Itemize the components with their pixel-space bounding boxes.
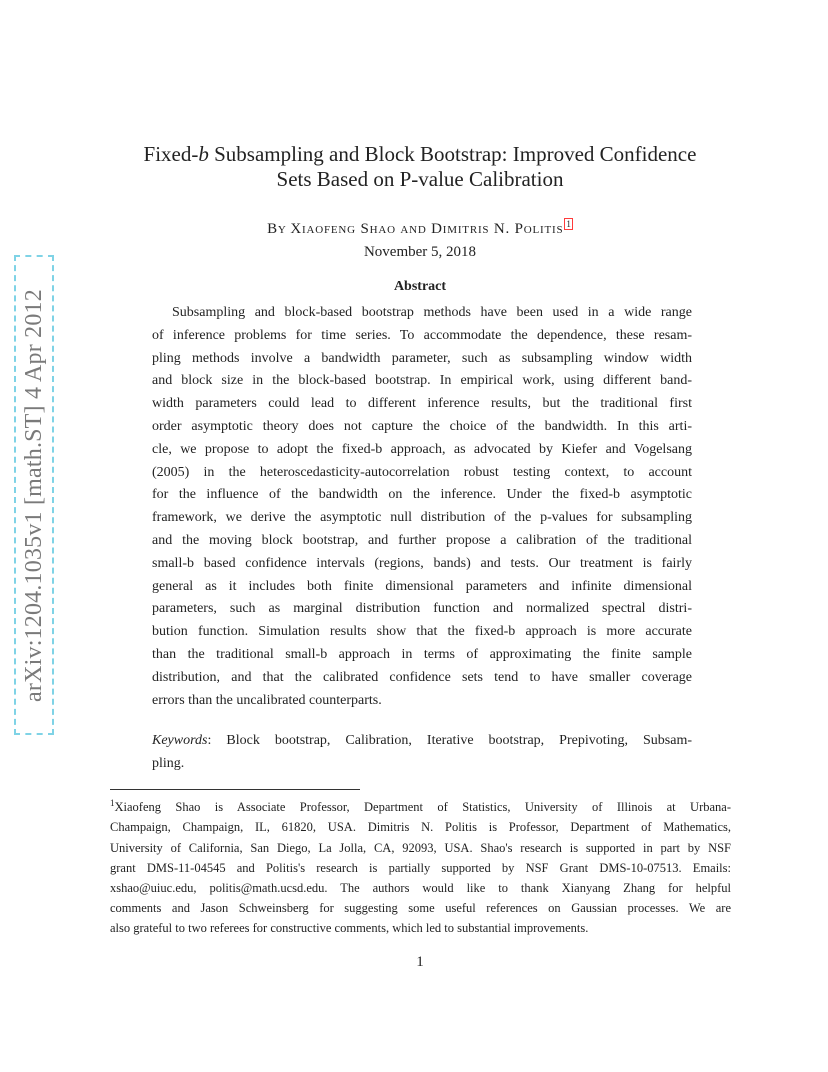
abstract-line: parameters, such as marginal distribution function and normalized spectral distri- bbox=[152, 601, 692, 617]
abstract-line: pling methods involve a bandwidth parameter, such as subsampling window width bbox=[152, 350, 692, 366]
abstract-line: framework, we derive the asymptotic null distribution of the p-values for subsampling bbox=[152, 510, 692, 526]
abstract-line: (2005) in the heteroscedasticity-autocorrelation robust testing context, to account bbox=[152, 464, 692, 480]
abstract-heading: Abstract bbox=[393, 279, 447, 294]
footnote-line: Champaign, Champaign, IL, 61820, USA. Dimitris N. Politis is Professor, Department of Mathematics, bbox=[110, 820, 731, 835]
abstract-line: for the influence of the bandwidth on the inference. Under the fixed-b asymptotic bbox=[152, 487, 692, 503]
keywords-line-1 bbox=[152, 730, 692, 753]
keywords-list: : Block bootstrap, Calibration, Iterative bootstrap, Prepivoting, Subsam- bbox=[207, 733, 692, 748]
footnote-line: comments and Jason Schweinsberg for suggesting some useful references on Gaussian processes. We are bbox=[110, 901, 731, 916]
abstract-line: cle, we propose to adopt the fixed-b approach, as advocated by Kiefer and Vogelsang bbox=[152, 441, 692, 457]
title-line-1: Fixed-b Subsampling and Block Bootstrap: Improved Confidence bbox=[143, 142, 697, 166]
footnote-line: xshao@uiuc.edu, politis@math.ucsd.edu. The authors would like to thank Xianyang Zhang for helpful bbox=[110, 880, 731, 895]
abstract-line: bution function. Simulation results show that the fixed-b approach is more accurate bbox=[152, 624, 692, 640]
abstract-line: and block size in the block-based bootstrap. In empirical work, using different band- bbox=[152, 373, 692, 389]
author-prefix: By bbox=[267, 221, 287, 237]
title-line-2: Sets Based on P-value Calibration bbox=[276, 167, 564, 191]
arxiv-identifier-stamp bbox=[14, 255, 54, 735]
footnote-line: also grateful to two referees for constructive comments, which led to substantial improvements. bbox=[110, 921, 589, 936]
abstract-line: Subsampling and block-based bootstrap methods have been used in a wide range bbox=[172, 305, 692, 320]
abstract-line: distribution, and that the calibrated confidence sets tend to have smaller coverage bbox=[152, 669, 692, 685]
keywords-line-2: pling. bbox=[152, 755, 185, 771]
paper-title bbox=[100, 142, 740, 192]
abstract-body bbox=[152, 302, 692, 712]
abstract-line: of inference problems for time series. To accommodate the dependence, these resam- bbox=[152, 327, 692, 343]
abstract-line: small-b based confidence intervals (regions, bands) and tests. Our treatment is fairly bbox=[152, 555, 692, 571]
footnote bbox=[110, 793, 731, 939]
abstract-line: general as it includes both finite dimensional parameters and infinite dimensional bbox=[152, 578, 692, 594]
paper-date: November 5, 2018 bbox=[363, 244, 477, 260]
footnote-line: grant DMS-11-04545 and Politis's research is partially supported by NSF Grant DMS-10-07513. Emails: bbox=[110, 860, 731, 875]
page-number: 1 bbox=[416, 954, 424, 970]
footnote-divider bbox=[110, 789, 360, 790]
footnote-mark: 1 bbox=[110, 798, 115, 808]
author-names: Xiaofeng Shao and Dimitris N. Politis bbox=[290, 221, 564, 237]
abstract-line: than the traditional small-b approach in terms of approximating the finite sample bbox=[152, 646, 692, 662]
abstract-line: and the moving block bootstrap, and further propose a calibration of the traditional bbox=[152, 532, 692, 548]
keywords-label: Keywords bbox=[152, 733, 208, 748]
keywords bbox=[152, 730, 692, 776]
abstract-line: order asymptotic theory does not capture the choice of the bandwidth. In this arti- bbox=[152, 418, 692, 434]
footnote-line: University of California, San Diego, La Jolla, CA, 92093, USA. Shao's research is supported in part by NSF bbox=[110, 840, 731, 855]
author-line bbox=[100, 218, 740, 238]
abstract-line: errors than the uncalibrated counterparts. bbox=[152, 692, 382, 708]
arxiv-identifier-text: arXiv:1204.1035v1 [math.ST] 4 Apr 2012 bbox=[20, 288, 47, 702]
footnote-link[interactable]: 1 bbox=[566, 219, 571, 229]
footnote-line: $^1$Xiaofeng Shao is Associate Professor, Department of Statistics, University of Illinois at Urbana- bbox=[110, 798, 731, 815]
abstract-line: width parameters could lead to different inference results, but the traditional first bbox=[152, 396, 692, 412]
